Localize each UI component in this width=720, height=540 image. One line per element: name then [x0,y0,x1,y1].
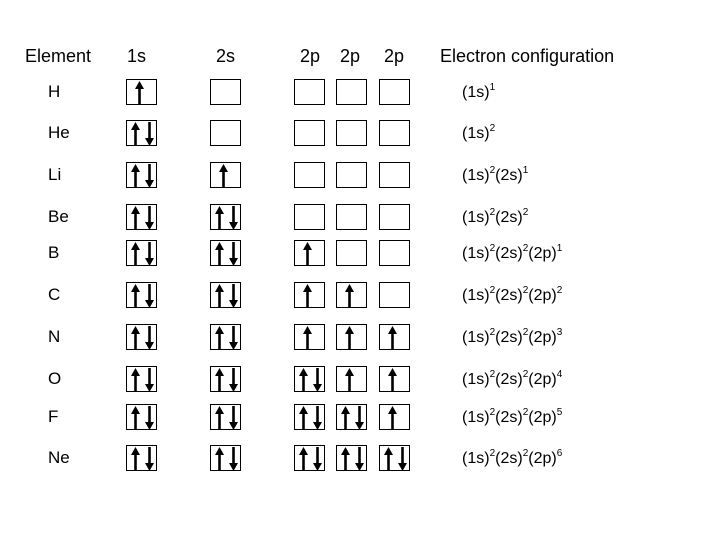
electron-count: 1 [556,243,563,254]
orbital-box-2p-1 [294,240,325,266]
spin-up-arrow-icon [131,368,140,392]
header-2p-2: 2p [340,46,361,66]
orbital-box-2p-2 [336,120,367,146]
electron-count: 2 [522,327,529,338]
element-symbol: Be [48,207,69,226]
electron-count: 1 [489,82,496,93]
spin-up-arrow-icon [303,284,312,308]
orbital-box-2p-3 [379,404,410,430]
element-symbol: N [48,327,61,346]
subshell-label: (2p) [528,371,557,388]
subshell-label: (2s) [495,371,523,388]
orbital-box-1s [126,282,157,308]
orbital-box-2p-1 [294,282,325,308]
header-2s: 2s [216,46,236,66]
orbital-box-2p-1 [294,445,325,471]
spin-up-arrow-icon [215,447,224,471]
electron-count: 2 [489,207,496,218]
spin-up-arrow-icon [135,81,144,105]
subshell-label: (2p) [528,450,557,467]
spin-up-arrow-icon [341,447,350,471]
spin-down-arrow-icon [145,326,154,350]
orbital-box-2p-1 [294,120,325,146]
orbital-box-2p-2 [336,204,367,230]
header-1s: 1s [127,46,147,66]
spin-up-arrow-icon [345,368,354,392]
electron-count: 2 [522,285,529,296]
electron-count: 2 [489,285,496,296]
electron-count: 1 [522,165,529,176]
electron-count: 2 [522,207,529,218]
header-element: Element [25,46,92,66]
element-symbol: C [48,285,61,304]
subshell-label: (2s) [495,167,523,184]
orbital-box-2s [210,120,241,146]
orbital-box-1s [126,366,157,392]
electron-count: 2 [489,123,496,134]
element-symbol: Ne [48,448,70,467]
spin-up-arrow-icon [131,326,140,350]
header-2p-1: 2p [300,46,321,66]
orbital-box-2p-3 [379,162,410,188]
orbital-box-2p-3 [379,324,410,350]
spin-up-arrow-icon [215,368,224,392]
spin-up-arrow-icon [215,284,224,308]
orbital-box-2p-3 [379,240,410,266]
orbital-box-1s [126,404,157,430]
electron-count: 2 [489,327,496,338]
spin-up-arrow-icon [131,447,140,471]
spin-up-arrow-icon [131,242,140,266]
electron-count: 2 [489,448,496,459]
spin-up-arrow-icon [219,164,228,188]
electron-count: 2 [522,369,529,380]
electron-configuration [462,287,562,305]
electron-configuration [462,125,495,143]
spin-up-arrow-icon [388,368,397,392]
spin-up-arrow-icon [299,447,308,471]
orbital-box-2s [210,204,241,230]
electron-configuration [462,371,562,389]
electron-count: 2 [522,243,529,254]
spin-up-arrow-icon [131,122,140,146]
spin-down-arrow-icon [229,406,238,430]
spin-up-arrow-icon [131,406,140,430]
subshell-label: (1s) [462,245,490,262]
element-symbol: F [48,407,59,426]
spin-up-arrow-icon [299,368,308,392]
subshell-label: (2s) [495,329,523,346]
orbital-box-2p-2 [336,282,367,308]
electron-configuration [462,450,562,468]
orbital-box-1s [126,240,157,266]
orbital-box-2p-1 [294,366,325,392]
spin-down-arrow-icon [229,326,238,350]
orbital-box-1s [126,445,157,471]
spin-up-arrow-icon [303,326,312,350]
orbital-box-2s [210,324,241,350]
spin-up-arrow-icon [341,406,350,430]
electron-count: 2 [522,448,529,459]
orbital-box-2p-2 [336,404,367,430]
electron-count: 2 [489,407,496,418]
subshell-label: (1s) [462,287,490,304]
electron-configuration [462,409,562,427]
electron-configuration [462,84,495,102]
spin-up-arrow-icon [384,447,393,471]
electron-count: 4 [556,369,563,380]
orbital-box-1s [126,204,157,230]
element-symbol: He [48,123,70,142]
orbital-box-2s [210,404,241,430]
orbital-box-2p-2 [336,240,367,266]
subshell-label: (1s) [462,371,490,388]
electron-configuration [462,245,562,263]
header-2p-3: 2p [384,46,405,66]
orbital-box-2p-2 [336,324,367,350]
subshell-label: (2s) [495,245,523,262]
spin-up-arrow-icon [215,242,224,266]
spin-up-arrow-icon [299,406,308,430]
subshell-label: (2p) [528,409,557,426]
electron-count: 2 [522,407,529,418]
spin-down-arrow-icon [145,406,154,430]
subshell-label: (2p) [528,245,557,262]
orbital-box-2s [210,445,241,471]
spin-up-arrow-icon [215,326,224,350]
orbital-box-2p-1 [294,79,325,105]
orbital-box-2p-3 [379,366,410,392]
orbital-box-1s [126,162,157,188]
orbital-box-2p-1 [294,324,325,350]
spin-down-arrow-icon [398,447,407,471]
orbital-box-2p-3 [379,204,410,230]
element-symbol: Li [48,165,62,184]
spin-up-arrow-icon [303,242,312,266]
spin-down-arrow-icon [229,368,238,392]
spin-down-arrow-icon [229,447,238,471]
subshell-label: (1s) [462,125,490,142]
spin-down-arrow-icon [145,447,154,471]
spin-down-arrow-icon [145,368,154,392]
spin-down-arrow-icon [313,368,322,392]
spin-up-arrow-icon [388,326,397,350]
spin-up-arrow-icon [345,284,354,308]
orbital-box-2p-2 [336,366,367,392]
element-symbol: B [48,243,60,262]
subshell-label: (2s) [495,409,523,426]
spin-up-arrow-icon [215,406,224,430]
orbital-box-2p-2 [336,445,367,471]
electron-configuration [462,209,528,227]
subshell-label: (2s) [495,209,523,226]
orbital-box-2p-1 [294,404,325,430]
electron-count: 2 [489,243,496,254]
orbital-box-2s [210,240,241,266]
electron-count: 2 [489,369,496,380]
orbital-box-2p-3 [379,120,410,146]
spin-down-arrow-icon [355,447,364,471]
orbital-box-1s [126,324,157,350]
orbital-box-2p-3 [379,79,410,105]
subshell-label: (2s) [495,450,523,467]
orbital-box-2p-3 [379,282,410,308]
subshell-label: (1s) [462,84,490,101]
subshell-label: (1s) [462,409,490,426]
element-symbol: O [48,369,62,388]
orbital-box-2s [210,79,241,105]
electron-count: 2 [489,165,496,176]
electron-count: 5 [556,407,563,418]
header-electron-configuration: Electron configuration [440,46,615,66]
orbital-box-2p-2 [336,79,367,105]
orbital-box-2s [210,162,241,188]
subshell-label: (1s) [462,329,490,346]
orbital-box-2p-3 [379,445,410,471]
spin-down-arrow-icon [145,242,154,266]
electron-count: 2 [556,285,563,296]
spin-up-arrow-icon [131,284,140,308]
orbital-box-1s [126,79,157,105]
spin-down-arrow-icon [313,447,322,471]
electron-count: 3 [556,327,563,338]
spin-down-arrow-icon [229,206,238,230]
orbital-box-2s [210,366,241,392]
spin-down-arrow-icon [145,284,154,308]
spin-down-arrow-icon [145,164,154,188]
spin-down-arrow-icon [313,406,322,430]
spin-up-arrow-icon [215,206,224,230]
subshell-label: (1s) [462,450,490,467]
spin-up-arrow-icon [131,164,140,188]
element-symbol: H [48,82,61,101]
spin-up-arrow-icon [345,326,354,350]
subshell-label: (1s) [462,209,490,226]
spin-up-arrow-icon [131,206,140,230]
electron-count: 6 [556,448,563,459]
electron-configuration [462,167,528,185]
spin-up-arrow-icon [388,406,397,430]
spin-down-arrow-icon [145,206,154,230]
orbital-box-2p-1 [294,162,325,188]
subshell-label: (1s) [462,167,490,184]
spin-down-arrow-icon [229,284,238,308]
orbital-box-2p-2 [336,162,367,188]
electron-configuration [462,329,562,347]
orbital-box-1s [126,120,157,146]
subshell-label: (2p) [528,287,557,304]
orbital-box-2s [210,282,241,308]
subshell-label: (2s) [495,287,523,304]
orbital-box-2p-1 [294,204,325,230]
spin-down-arrow-icon [145,122,154,146]
spin-down-arrow-icon [229,242,238,266]
subshell-label: (2p) [528,329,557,346]
spin-down-arrow-icon [355,406,364,430]
